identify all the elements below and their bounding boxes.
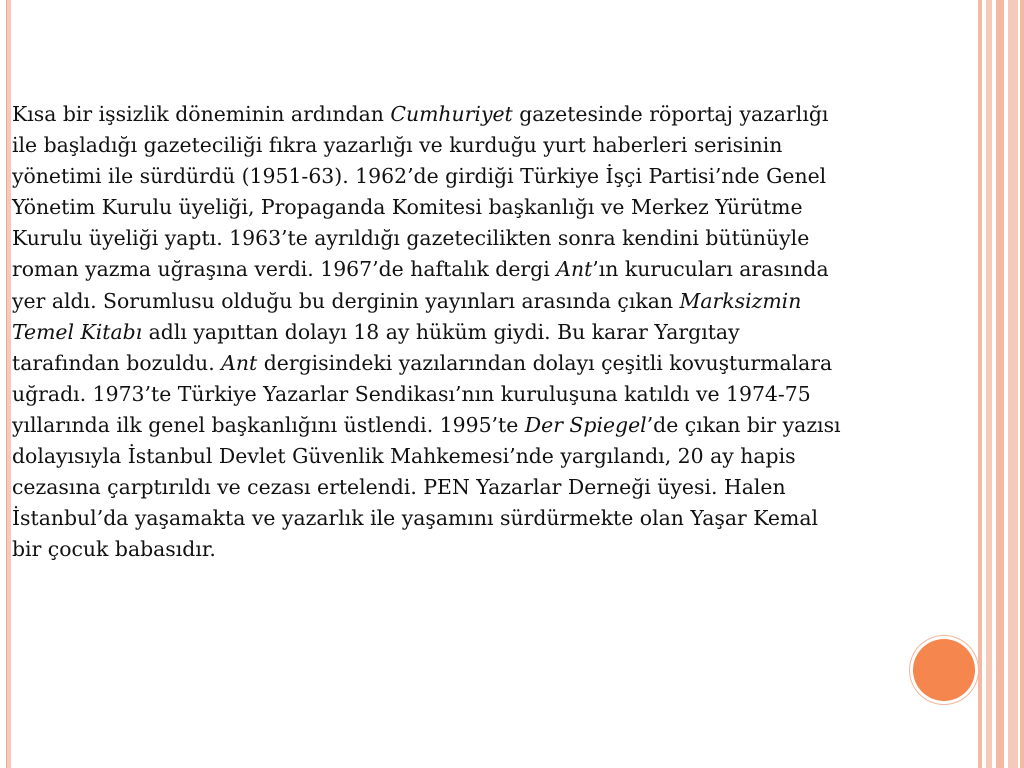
paragraph-line [12, 161, 964, 192]
left-border-decoration [6, 0, 11, 768]
text-segment: ’de çıkan bir yazısı [646, 412, 841, 437]
italic-title-text: Cumhuriyet [390, 102, 513, 126]
italic-title-text: Ant [221, 350, 258, 375]
text-segment: ’ın kurucuları arasında [592, 257, 829, 282]
text-segment: yıllarında ilk genel başkanlığını üstlendi. 1995’te [12, 412, 525, 437]
paragraph-line [12, 130, 964, 161]
text-segment: cezasına çarptırıldı ve cezası ertelendi. PEN Yazarlar Derneği üyesi. Halen [12, 475, 786, 500]
orange-circle-decoration [913, 639, 975, 701]
right-stripe-decoration [996, 0, 1004, 768]
text-segment: Kısa bir işsizlik döneminin ardından [12, 102, 391, 126]
paragraph-line [12, 348, 964, 379]
text-segment: tarafından bozuldu. [12, 350, 222, 375]
text-segment: yönetimi ile sürdürdü (1951-63). 1962’de girdiği Türkiye İşçi Partisi’nde Genel [12, 164, 827, 189]
paragraph-line [12, 534, 964, 565]
paragraph-line [12, 503, 964, 534]
text-segment: dolayısıyla İstanbul Devlet Güvenlik Mahkemesi’nde yargılandı, 20 ay hapis [12, 444, 796, 469]
italic-title-text: Der Spiegel [524, 412, 647, 437]
paragraph-line [12, 441, 964, 472]
text-segment: yer aldı. Sorumlusu olduğu bu derginin yayınları arasında çıkan [12, 288, 680, 313]
italic-title-text: Temel Kitabı [12, 319, 143, 344]
text-segment: dergisindeki yazılarından dolayı çeşitli kovuşturmalara [257, 350, 833, 375]
text-segment: İstanbul’da yaşamakta ve yazarlık ile yaşamını sürdürmekte olan Yaşar Kemal [12, 506, 819, 531]
paragraph-line [12, 379, 964, 410]
italic-title-text: Marksizmin [679, 288, 802, 313]
right-stripe-decoration [986, 0, 992, 768]
text-segment: bir çocuk babasıdır. [12, 537, 216, 562]
text-segment: gazetesinde röportaj yazarlığı [512, 102, 829, 126]
italic-title-text: Ant [556, 257, 593, 282]
text-segment: adlı yapıttan dolayı 18 ay hüküm giydi. Bu karar Yargıtay [142, 319, 740, 344]
text-segment: roman yazma uğraşına verdi. 1967’de haftalık dergi [12, 257, 557, 282]
right-stripe-decoration [1020, 0, 1024, 768]
paragraph-line [12, 192, 964, 223]
paragraph-line [12, 254, 964, 285]
paragraph-line [12, 223, 964, 254]
paragraph-line [12, 286, 964, 317]
text-segment: ile başladığı gazeteciliği fıkra yazarlığı ve kurduğu yurt haberleri serisinin [12, 133, 783, 158]
paragraph-line [12, 99, 964, 130]
paragraph-line [12, 410, 964, 441]
text-segment: Kurulu üyeliği yaptı. 1963’te ayrıldığı gazetecilikten sonra kendini bütünüyle [12, 226, 810, 251]
paragraph-line [12, 317, 964, 348]
text-segment: uğradı. 1973’te Türkiye Yazarlar Sendikası’nın kuruluşuna katıldı ve 1974-75 [12, 381, 811, 406]
body-paragraph [12, 99, 964, 565]
right-stripe-decoration [978, 0, 982, 768]
right-stripe-decoration [1008, 0, 1018, 768]
text-segment: Yönetim Kurulu üyeliği, Propaganda Komitesi başkanlığı ve Merkez Yürütme [12, 195, 803, 220]
paragraph-line [12, 472, 964, 503]
